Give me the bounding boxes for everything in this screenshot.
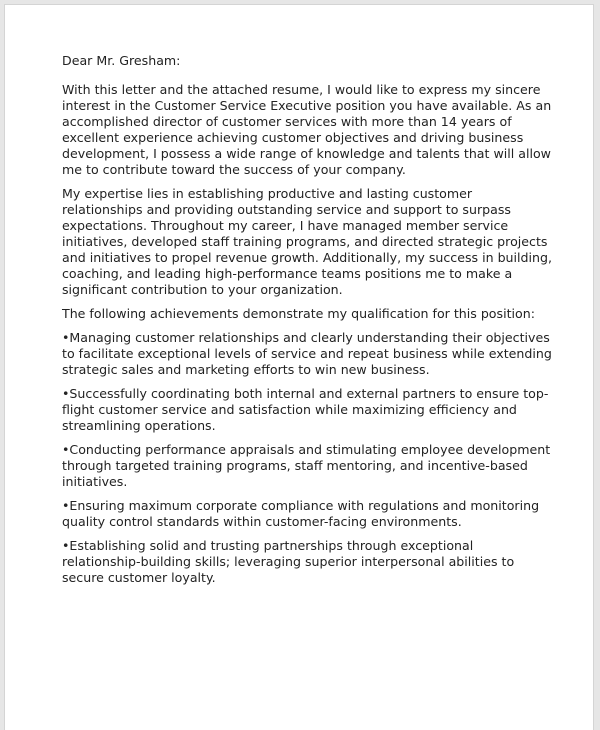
achievement-bullet: •Ensuring maximum corporate compliance with regulations and monitoring quality control standards within customer-facing environments. (62, 498, 540, 529)
salutation: Dear Mr. Gresham: (62, 53, 181, 68)
letter-body (62, 53, 552, 594)
intro-paragraph: With this letter and the attached resume, I would like to express my sincere interest in the Customer Service Executive position you have available. As an accomplished director of customer services with more than 14 years of excellent experience achieving customer objectives and driving business development, I possess a wide range of knowledge and talents that will allow me to contribute toward the success of your company. (62, 82, 552, 177)
expertise-paragraph: My expertise lies in establishing productive and lasting customer relationships and providing outstanding service and support to surpass expectations. Throughout my career, I have managed member service initiatives, developed staff training programs, and directed strategic projects and initiatives to propel revenue growth. Additionally, my success in building, coaching, and leading high-performance teams positions me to make a significant contribution to your organization. (62, 186, 553, 297)
achievement-bullet: •Conducting performance appraisals and stimulating employee development through targeted training programs, staff mentoring, and incentive-based initiatives. (62, 442, 551, 489)
achievement-bullet: •Establishing solid and trusting partnerships through exceptional relationship-building skills; leveraging superior interpersonal abilities to secure customer loyalty. (62, 538, 515, 585)
achievement-bullet: •Successfully coordinating both internal and external partners to ensure top-flight customer service and satisfaction while maximizing efficiency and streamlining operations. (62, 386, 549, 433)
achievements-intro: The following achievements demonstrate my qualification for this position: (62, 306, 535, 321)
document-page (4, 4, 594, 730)
achievement-bullet: •Managing customer relationships and clearly understanding their objectives to facilitate exceptional levels of service and repeat business while extending strategic sales and marketing efforts to win new business. (62, 330, 552, 377)
